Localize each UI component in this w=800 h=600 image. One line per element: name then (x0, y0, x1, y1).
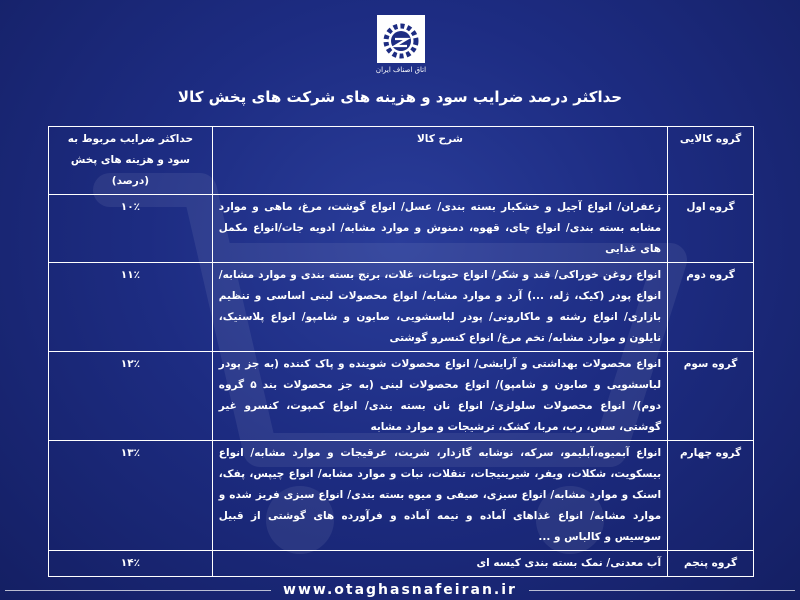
table-row (49, 551, 754, 577)
row-group: گروه سوم (668, 352, 754, 441)
row-max: ۱۰٪ (49, 195, 213, 263)
page-title: حداکثر درصد ضرایب سود و هزینه های شرکت های پخش کالا (177, 88, 623, 106)
row-group: گروه چهارم (668, 441, 754, 551)
footer-divider (529, 590, 795, 591)
row-group: گروه اول (668, 195, 754, 263)
row-group: گروه دوم (668, 263, 754, 352)
table-row (49, 263, 754, 352)
row-description: آب معدنی/ نمک بسته بندی کیسه ای (212, 551, 667, 577)
table-row (49, 441, 754, 551)
row-description: انواع محصولات بهداشتی و آرایشی/ انواع محصولات شوینده و پاک کننده (به جز پودر لباسشویی و صابون و شامپو)/ انواع محصولات لبنی (به جز محصولات بند ۵ گروه دوم)/ انواع محصولات سلولزی/ انواع نان بسته بندی/ انواع کمپوت، کنسرو غیر گوشتی، سس، رب، مربا، کشک، ترشیجات و موارد مشابه (212, 352, 667, 441)
row-max: ۱۳٪ (49, 441, 213, 551)
footer (0, 580, 800, 600)
logo-text: اتاق اصناف ایران (375, 66, 427, 74)
row-description: انواع آبمیوه،آبلیمو، سرکه، نوشابه گازدار، شربت، عرقیجات و موارد مشابه/ انواع بیسکویت، شکلات، ویفر، شیرینیجات، تنقلات، نبات و موارد مشابه/ انواع چیپس، پفک، اسنک و موارد مشابه/ انواع سبزی، صیفی و میوه بسته بندی/ انواع سبزی فریز شده و موارد مشابه/ انواع غذاهای آماده و نیمه آماده و فرآورده های گوشتی از قبیل سوسیس و کالباس و ... (212, 441, 667, 551)
row-max: ۱۴٪ (49, 551, 213, 577)
gear-logo-icon (376, 14, 426, 64)
table-header-row (49, 127, 754, 195)
row-max: ۱۲٪ (49, 352, 213, 441)
header-group: گروه کالایی (668, 127, 754, 195)
table-row (49, 195, 754, 263)
header-description: شرح کالا (212, 127, 667, 195)
row-description: زعفران/ انواع آجیل و خشکبار بسته بندی/ عسل/ انواع گوشت، مرغ، ماهی و موارد مشابه بسته بندی/ انواع چای، قهوه، دمنوش و موارد مشابه/ ادویه جات/انواع مکمل های غذایی (212, 195, 667, 263)
table-row (49, 352, 754, 441)
logo (372, 14, 430, 80)
website-link[interactable]: www.otaghasnafeiran.ir (283, 582, 517, 598)
row-group: گروه پنجم (668, 551, 754, 577)
header-max: حداکثر ضرایب مربوط به سود و هزینه های پخش (درصد) (49, 127, 213, 195)
tariff-table (48, 126, 754, 577)
footer-divider (5, 590, 271, 591)
row-description: انواع روغن خوراکی/ قند و شکر/ انواع حبوبات، غلات، برنج بسته بندی و موارد مشابه/ انواع پودر (کیک، ژله، ...) آرد و موارد مشابه/ انواع محصولات لبنی اساسی و تنظیم بازاری/ انواع رشته و ماکارونی/ پودر لباسشویی، صابون و شامپو/ انواع پلاستیک، نایلون و موارد مشابه/ تخم مرغ/ انواع کنسرو گوشتی (212, 263, 667, 352)
row-max: ۱۱٪ (49, 263, 213, 352)
